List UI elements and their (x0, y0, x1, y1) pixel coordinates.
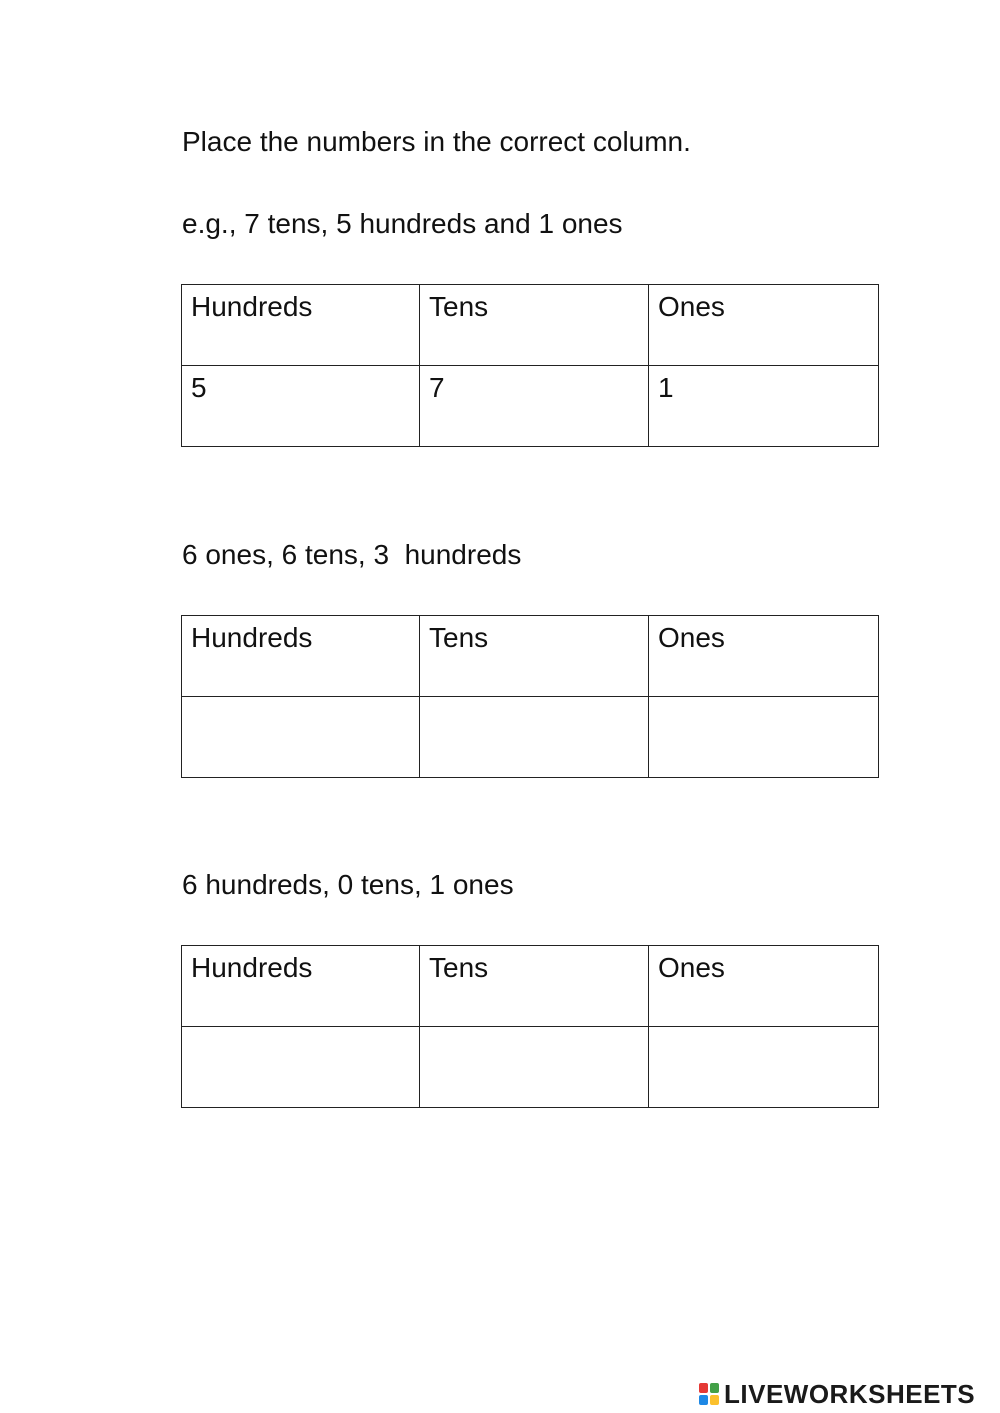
header-ones: Ones (649, 946, 879, 1027)
example-hundreds-value: 5 (182, 366, 420, 447)
logo-square-red (699, 1383, 708, 1393)
example-ones-value: 1 (649, 366, 879, 447)
header-hundreds: Hundreds (182, 616, 420, 697)
exercise-2-hundreds-answer[interactable] (182, 1027, 420, 1108)
header-tens: Tens (420, 285, 649, 366)
exercise-2-tens-answer[interactable] (420, 1027, 649, 1108)
header-ones: Ones (649, 616, 879, 697)
example-tens-value: 7 (420, 366, 649, 447)
header-tens: Tens (420, 946, 649, 1027)
table-header-row (182, 285, 879, 366)
table-row (182, 1027, 879, 1108)
table-row (182, 366, 879, 447)
exercise-1-prompt: 6 ones, 6 tens, 3 hundreds (182, 539, 522, 570)
exercise-2-prompt: 6 hundreds, 0 tens, 1 ones (182, 869, 514, 900)
logo-square-blue (699, 1395, 708, 1405)
header-tens: Tens (420, 616, 649, 697)
exercise-1-place-value-table (181, 615, 879, 778)
liveworksheets-logo-icon (698, 1382, 720, 1406)
table-row (182, 697, 879, 778)
exercise-1-tens-answer[interactable] (420, 697, 649, 778)
header-ones: Ones (649, 285, 879, 366)
header-hundreds: Hundreds (182, 285, 420, 366)
exercise-1-ones-answer[interactable] (649, 697, 879, 778)
exercise-2-ones-answer[interactable] (649, 1027, 879, 1108)
header-hundreds: Hundreds (182, 946, 420, 1027)
logo-text: LIVEWORKSHEETS (724, 1378, 976, 1409)
exercise-2-place-value-table (181, 945, 879, 1108)
liveworksheets-logo (698, 1378, 975, 1410)
table-header-row (182, 946, 879, 1027)
exercise-1-hundreds-answer[interactable] (182, 697, 420, 778)
logo-square-green (710, 1383, 719, 1393)
example-prompt: e.g., 7 tens, 5 hundreds and 1 ones (182, 208, 623, 239)
table-header-row (182, 616, 879, 697)
example-place-value-table (181, 284, 879, 447)
instruction-text: Place the numbers in the correct column. (182, 126, 691, 157)
logo-square-yellow (710, 1395, 719, 1405)
